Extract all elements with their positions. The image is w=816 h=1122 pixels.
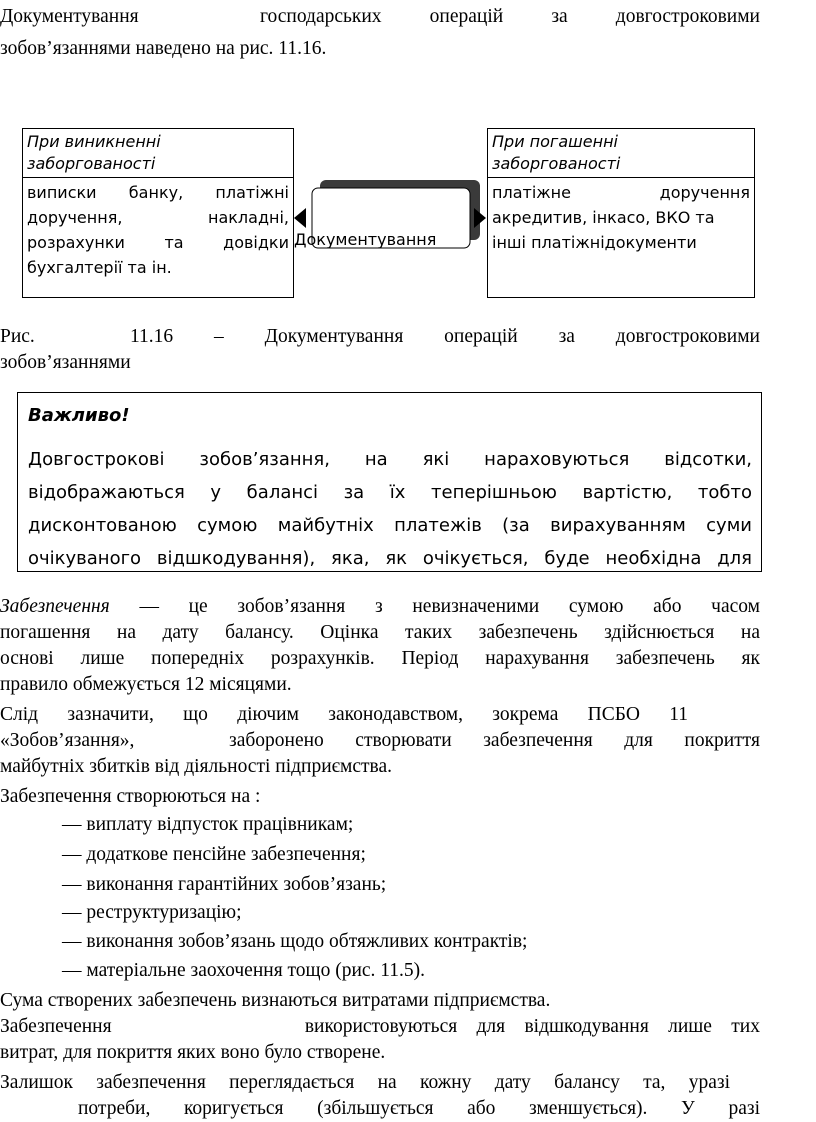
balance-line: Залишок забезпечення переглядається на кожну дату балансу та, уразі — [0, 1072, 730, 1093]
list-intro: Забезпечення створюються на : — [0, 786, 261, 807]
usage-line: витрат, для покриття яких воно було створене. — [0, 1042, 386, 1063]
legislation-line: «Зобов’язання», заборонено створювати забезпечення для покриття — [0, 730, 760, 751]
important-line: Довгострокові зобов’язання, на які нараховуються відсотки, — [28, 449, 752, 470]
intro-line-2: зобов’язаннями наведено на рис. 11.16. — [0, 38, 327, 59]
right-box — [487, 128, 755, 298]
center-label: Документування — [294, 230, 437, 249]
right-box-body — [488, 178, 754, 257]
list-item: — виконання гарантійних зобов’язань; — [62, 874, 387, 895]
list-item: — додаткове пенсійне забезпечення; — [62, 844, 366, 865]
list-item: — матеріальне заохочення тощо (рис. 11.5). — [62, 960, 426, 981]
right-body-line: платіжне доручення — [492, 183, 750, 202]
caption-prefix: Рис. — [0, 326, 35, 347]
double-arrow-icon — [292, 176, 488, 266]
right-box-header — [488, 129, 754, 178]
provisions-definition: — це зобов’язання з невизначеними сумою або часом — [109, 596, 760, 617]
list-item: — виплату відпусток працівникам; — [62, 814, 354, 835]
provisions-line-1 — [0, 594, 760, 620]
expenses-line: Сума створених забезпечень визнаються витратами підприємства. — [0, 990, 551, 1011]
caption-line-2: зобов’язаннями — [0, 352, 131, 373]
left-body-line: бухгалтерії та ін. — [27, 258, 172, 277]
important-callout — [17, 392, 762, 572]
intro-line-1 — [0, 4, 760, 30]
right-body-line: інші платіжнідокументи — [492, 233, 697, 252]
important-line: дисконтованою сумою майбутніх платежів (за вирахуванням суми — [28, 515, 752, 536]
left-header-line: При виникненні — [27, 132, 161, 151]
intro-rest: господарських операцій за довгостроковими — [260, 6, 760, 27]
caption-line-1 — [0, 324, 760, 350]
left-body-line: виписки банку, платіжні — [27, 183, 289, 202]
important-title: Важливо! — [28, 405, 130, 426]
balance-line: потреби, коригується (збільшується або зменшується). У разі — [78, 1098, 760, 1119]
provisions-section — [0, 594, 760, 1119]
provisions-line: погашення на дату балансу. Оцінка таких забезпечень здійснюється на — [0, 622, 760, 643]
provisions-line: правило обмежується 12 місяцями. — [0, 674, 292, 695]
right-header-line: заборгованості — [492, 154, 621, 173]
list-item: — реструктуризацію; — [62, 902, 242, 923]
legislation-line: майбутніх збитків від діяльності підприємства. — [0, 756, 393, 777]
provisions-term: Забезпечення — [0, 596, 110, 617]
legislation-line: Слід зазначити, що діючим законодавством, зокрема ПСБО 11 — [0, 704, 688, 725]
left-body-line: доручення, накладні, — [27, 208, 289, 227]
list-item: — виконання зобов’язань щодо обтяжливих контрактів; — [62, 931, 528, 952]
left-body-line: розрахунки та довідки — [27, 233, 289, 252]
left-header-line: заборгованості — [27, 154, 156, 173]
right-header-line: При погашенні — [492, 132, 618, 151]
right-body-line: акредитив, інкасо, ВКО та — [492, 208, 715, 227]
important-line: відображаються у балансі за їх теперішньою вартістю, тобто — [28, 482, 752, 503]
provisions-line: основі лише попередніх розрахунків. Період нарахування забезпечень як — [0, 648, 760, 669]
usage-line: Забезпечення використовуються для відшкодування лише тих — [0, 1016, 760, 1037]
left-box-body — [23, 178, 293, 282]
caption-rest: 11.16 – Документування операцій за довгостроковими — [130, 326, 760, 347]
left-box — [22, 128, 294, 298]
intro-word: Документування — [0, 6, 139, 27]
important-line: очікуваного відшкодування), яка, як очікується, буде необхідна для — [28, 548, 752, 569]
left-box-header — [23, 129, 293, 178]
